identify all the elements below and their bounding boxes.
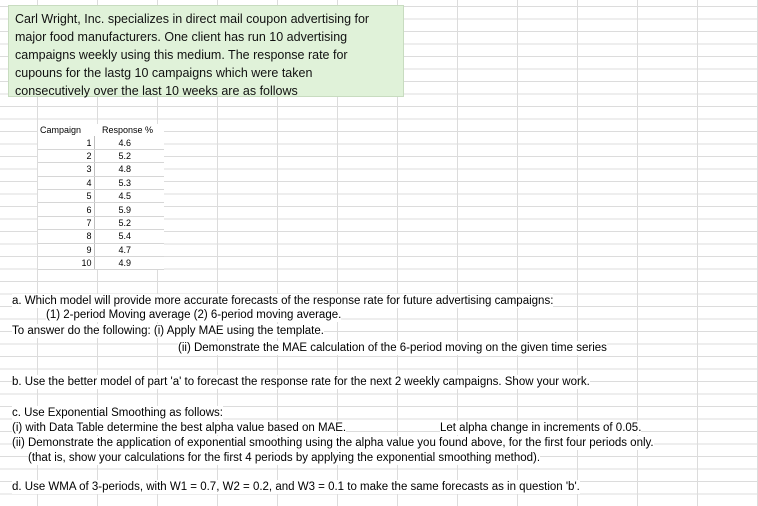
intro-line: major food manufacturers. One client has run 10 advertising — [15, 30, 348, 44]
campaign-cell[interactable]: 5 — [38, 189, 94, 202]
campaign-cell[interactable]: 10 — [38, 256, 94, 269]
response-cell[interactable]: 5.9 — [94, 203, 164, 216]
question-d-line1: d. Use WMA of 3-periods, with W1 = 0.7, W2 = 0.2, and W3 = 0.1 to make the same forecasts as in question 'b'. — [12, 481, 580, 493]
table-row — [38, 216, 164, 229]
campaign-header[interactable]: Campaign — [40, 125, 82, 136]
response-cell[interactable]: 4.8 — [94, 163, 164, 176]
question-c-line1: c. Use Exponential Smoothing as follows: — [12, 407, 223, 419]
response-header[interactable]: Response % — [102, 125, 154, 136]
question-c-line3: (ii) Demonstrate the application of exponential smoothing using the alpha value you found above, for the first four periods only. — [12, 437, 654, 449]
question-a-line4: (ii) Demonstrate the MAE calculation of the 6-period moving on the given time series — [178, 342, 607, 354]
campaign-cell[interactable]: 9 — [38, 243, 94, 256]
table-row — [38, 203, 164, 216]
table-row — [38, 230, 164, 243]
response-cell[interactable]: 4.7 — [94, 243, 164, 256]
campaign-cell[interactable]: 7 — [38, 216, 94, 229]
campaign-cell[interactable]: 6 — [38, 203, 94, 216]
table-header-row — [38, 124, 164, 136]
question-c-line4: (that is, show your calculations for the first 4 periods by applying the exponential smoothing method). — [28, 452, 541, 464]
question-a-line2: (1) 2-period Moving average (2) 6-period moving average. — [46, 309, 342, 321]
table-row — [38, 176, 164, 189]
intro-line: campaigns weekly using this medium. The response rate for — [15, 48, 348, 62]
table-row — [38, 189, 164, 202]
table-row — [38, 243, 164, 256]
table-row — [38, 256, 164, 269]
intro-text-box — [8, 5, 404, 97]
campaign-cell[interactable]: 4 — [38, 176, 94, 189]
intro-line: Carl Wright, Inc. specializes in direct mail coupon advertising for — [15, 12, 370, 26]
intro-line: consecutively over the last 10 weeks are as follows — [15, 84, 298, 98]
campaign-cell[interactable]: 3 — [38, 163, 94, 176]
table-row — [38, 149, 164, 162]
question-c-line2a: (i) with Data Table determine the best alpha value based on MAE. — [12, 422, 347, 434]
question-a-line3: To answer do the following: (i) Apply MAE using the template. — [12, 325, 324, 337]
table-row — [38, 136, 164, 149]
question-c-line2b: Let alpha change in increments of 0.05. — [440, 422, 642, 434]
campaign-cell[interactable]: 1 — [38, 136, 94, 149]
response-cell[interactable]: 4.9 — [94, 256, 164, 269]
response-cell[interactable]: 5.3 — [94, 176, 164, 189]
table-row — [38, 163, 164, 176]
response-cell[interactable]: 5.2 — [94, 216, 164, 229]
question-a-line1: a. Which model will provide more accurate forecasts of the response rate for future advertising campaigns: — [12, 295, 554, 307]
response-cell[interactable]: 4.6 — [94, 136, 164, 149]
campaign-response-table — [38, 124, 164, 270]
question-b-line1: b. Use the better model of part 'a' to forecast the response rate for the next 2 weekly campaigns. Show your work. — [12, 376, 590, 388]
response-cell[interactable]: 4.5 — [94, 189, 164, 202]
intro-line: cupouns for the lastg 10 campaigns which were taken — [15, 66, 313, 80]
campaign-cell[interactable]: 8 — [38, 230, 94, 243]
campaign-cell[interactable]: 2 — [38, 149, 94, 162]
response-cell[interactable]: 5.4 — [94, 230, 164, 243]
response-cell[interactable]: 5.2 — [94, 149, 164, 162]
